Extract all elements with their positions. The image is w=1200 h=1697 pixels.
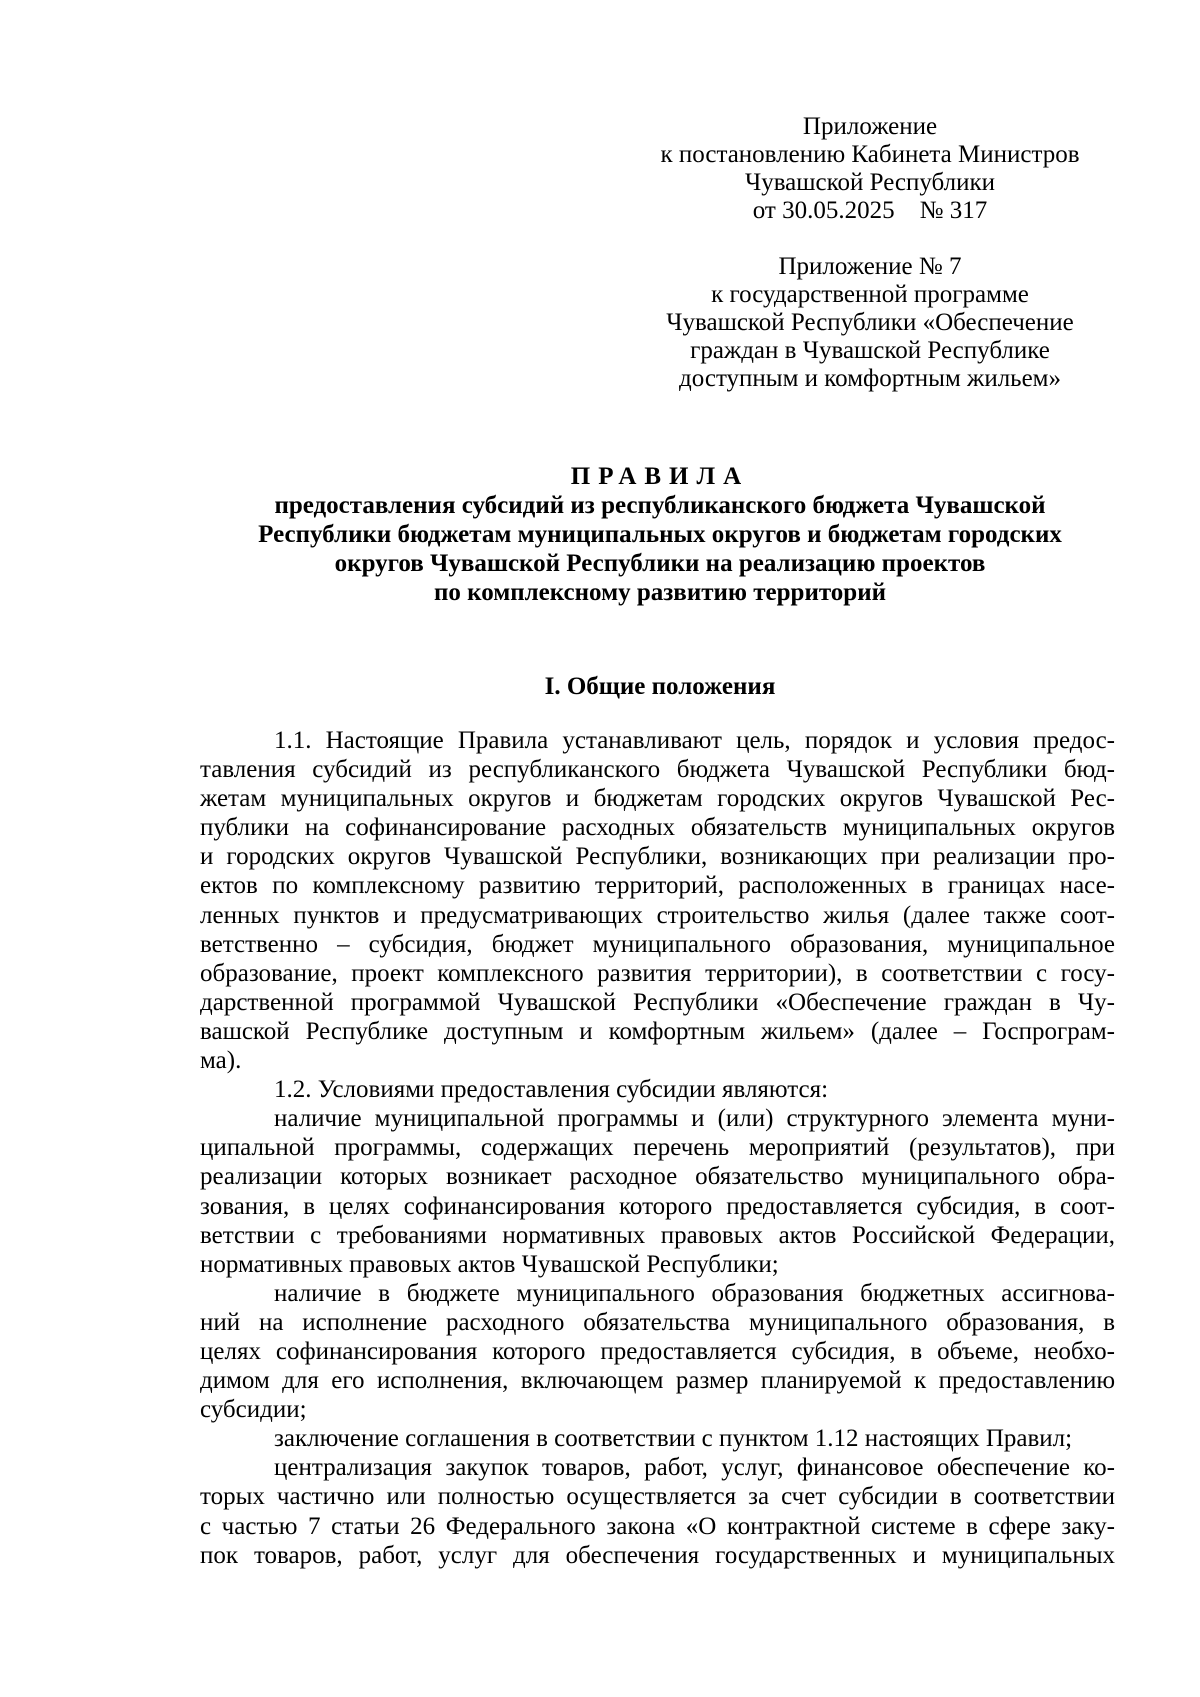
body-line: ветственно – субсидия, бюджет муниципального образования, муниципальное (200, 930, 1115, 958)
body-line: наличие муниципальной программы и (или) структурного элемента муни- (274, 1105, 1115, 1133)
body-line: тавления субсидий из республиканского бюджета Чувашской Республики бюд- (200, 756, 1115, 784)
body-line: централизация закупок товаров, работ, услуг, финансовое обеспечение ко- (274, 1454, 1115, 1482)
title-line: округов Чувашской Республики на реализацию проектов (334, 550, 986, 577)
body-line: и городских округов Чувашской Республики, возникающих при реализации про- (200, 843, 1115, 871)
appendix-line: к государственной программе (711, 281, 1029, 308)
body-text (200, 726, 1115, 1570)
section-heading: I. Общие положения (544, 673, 776, 700)
body-line: ний на исполнение расходного обязательства муниципального образования, в (200, 1308, 1115, 1336)
body-line: вашской Республике доступным и комфортным жильем» (далее – Госпрограм- (200, 1017, 1115, 1045)
body-line: зования, в целях софинансирования которого предоставляется субсидия, в соот- (200, 1192, 1115, 1220)
body-line: пок товаров, работ, услуг для обеспечения государственных и муниципальных (200, 1541, 1115, 1569)
body-line: 1.2. Условиями предоставления субсидии являются: (274, 1076, 829, 1104)
body-line: публики на софинансирование расходных обязательств муниципальных округов (200, 814, 1115, 842)
body-line: заключение соглашения в соответствии с пунктом 1.12 настоящих Правил; (274, 1425, 1073, 1453)
title-word: ПРАВИЛА (570, 463, 750, 490)
body-line: целях софинансирования которого предоставляется субсидия, в объеме, необхо- (200, 1337, 1115, 1365)
body-line: с частью 7 статьи 26 Федерального закона «О контрактной системе в сфере заку- (200, 1512, 1115, 1540)
appendix-line: доступным и комфортным жильем» (679, 365, 1061, 392)
title-line: по комплексному развитию территорий (433, 579, 887, 606)
appendix-to-resolution (620, 113, 1120, 225)
body-line: ветствии с требованиями нормативных правовых актов Российской Федерации, (200, 1221, 1115, 1249)
body-line: торых частично или полностью осуществляется за счет субсидии в соответствии (200, 1483, 1115, 1511)
appendix-line: Чувашской Республики (744, 169, 996, 196)
body-line: димом для его исполнения, включающем размер планируемой к предоставлению (200, 1367, 1115, 1395)
appendix-line: от 30.05.2025 № 317 (752, 197, 988, 224)
body-line: наличие в бюджете муниципального образования бюджетных ассигнова- (274, 1279, 1115, 1307)
body-line: ектов по комплексному развитию территорий, расположенных в границах насе- (200, 872, 1115, 900)
appendix-line: Приложение № 7 (778, 253, 962, 280)
document-title (200, 462, 1120, 607)
body-line: ципальной программы, содержащих перечень мероприятий (результатов), при (200, 1134, 1115, 1162)
appendix-to-program (620, 253, 1120, 393)
body-line: нормативных правовых актов Чувашской Республики; (200, 1250, 779, 1278)
appendix-line: Приложение (802, 113, 938, 140)
title-line: предоставления субсидий из республиканского бюджета Чувашской (274, 492, 1046, 519)
body-line: жетам муниципальных округов и бюджетам городских округов Чувашской Рес- (200, 785, 1115, 813)
appendix-line: Чувашской Республики «Обеспечение (666, 309, 1074, 336)
body-line: ленных пунктов и предусматривающих строительство жилья (далее также соот- (200, 901, 1115, 929)
body-line: дарственной программой Чувашской Республики «Обеспечение граждан в Чу- (200, 988, 1115, 1016)
body-line: 1.1. Настоящие Правила устанавливают цель, порядок и условия предос- (274, 727, 1115, 754)
appendix-line: граждан в Чувашской Республике (690, 337, 1050, 364)
body-line: реализации которых возникает расходное обязательство муниципального обра- (200, 1163, 1115, 1191)
body-line: субсидии; (200, 1396, 307, 1424)
title-line: Республики бюджетам муниципальных округов и бюджетам городских (258, 521, 1062, 548)
body-line: образование, проект комплексного развития территории), в соответствии с госу- (200, 959, 1115, 987)
body-line: ма). (200, 1047, 242, 1075)
appendix-line: к постановлению Кабинета Министров (660, 141, 1080, 168)
